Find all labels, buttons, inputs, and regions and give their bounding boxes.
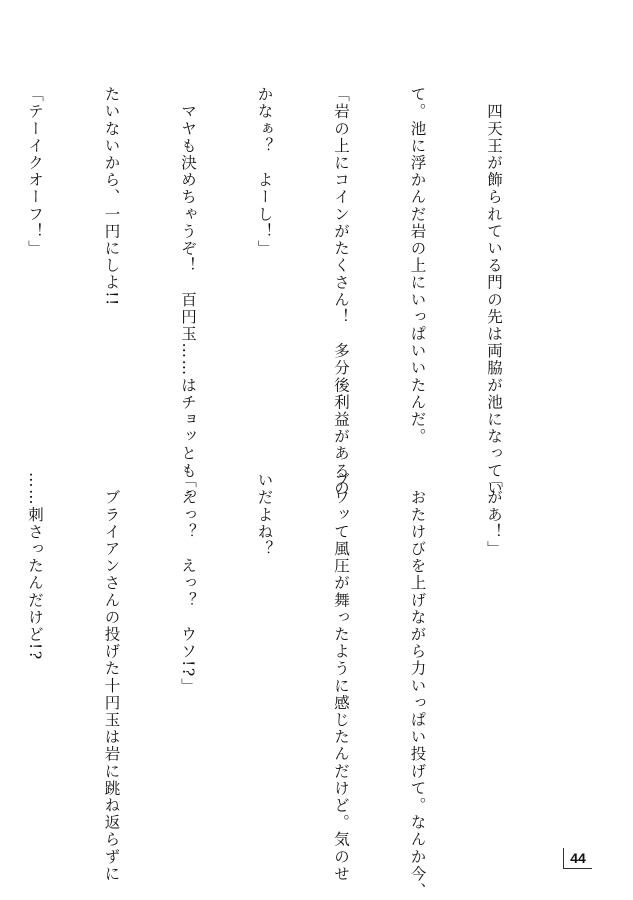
text-line: ……刺さったんだけど!?: [26, 472, 44, 661]
text-line: 四天王が飾られている門の先は両脇が池になってい: [485, 86, 503, 497]
text-line: 「があ！」: [485, 472, 503, 558]
text-line: 「えっ？ えっ？ ウソ!?」: [179, 472, 197, 695]
text-line: かなぁ？ よーし！」: [255, 86, 274, 257]
page-number: 44: [563, 848, 592, 869]
text-line: て。池に浮かんだ岩の上にいっぱいいたんだ。: [408, 86, 427, 446]
text-line: おたけびを上げながら力いっぱい投げて。なんか今、: [408, 472, 427, 900]
text-line: いだよね？: [255, 472, 274, 558]
text-line: たいないから、一円にしよ!!: [102, 86, 121, 307]
text-line: ブワッて風圧が舞ったように感じたんだけど。気のせ: [332, 472, 350, 883]
text-block-top: [0, 86, 557, 503]
text-line: 「岩の上にコインがたくさん！ 多分後利益があるの: [332, 86, 350, 497]
text-block-bottom: [0, 472, 557, 900]
text-line: 「テーイクオーフ！」: [26, 86, 44, 257]
text-line: ブライアンさんの投げた十円玉は岩に跳ね返らずに: [102, 472, 121, 883]
text-line: マヤも決めちゃうぞ！ 百円玉……はチョッとも っ: [179, 86, 197, 503]
